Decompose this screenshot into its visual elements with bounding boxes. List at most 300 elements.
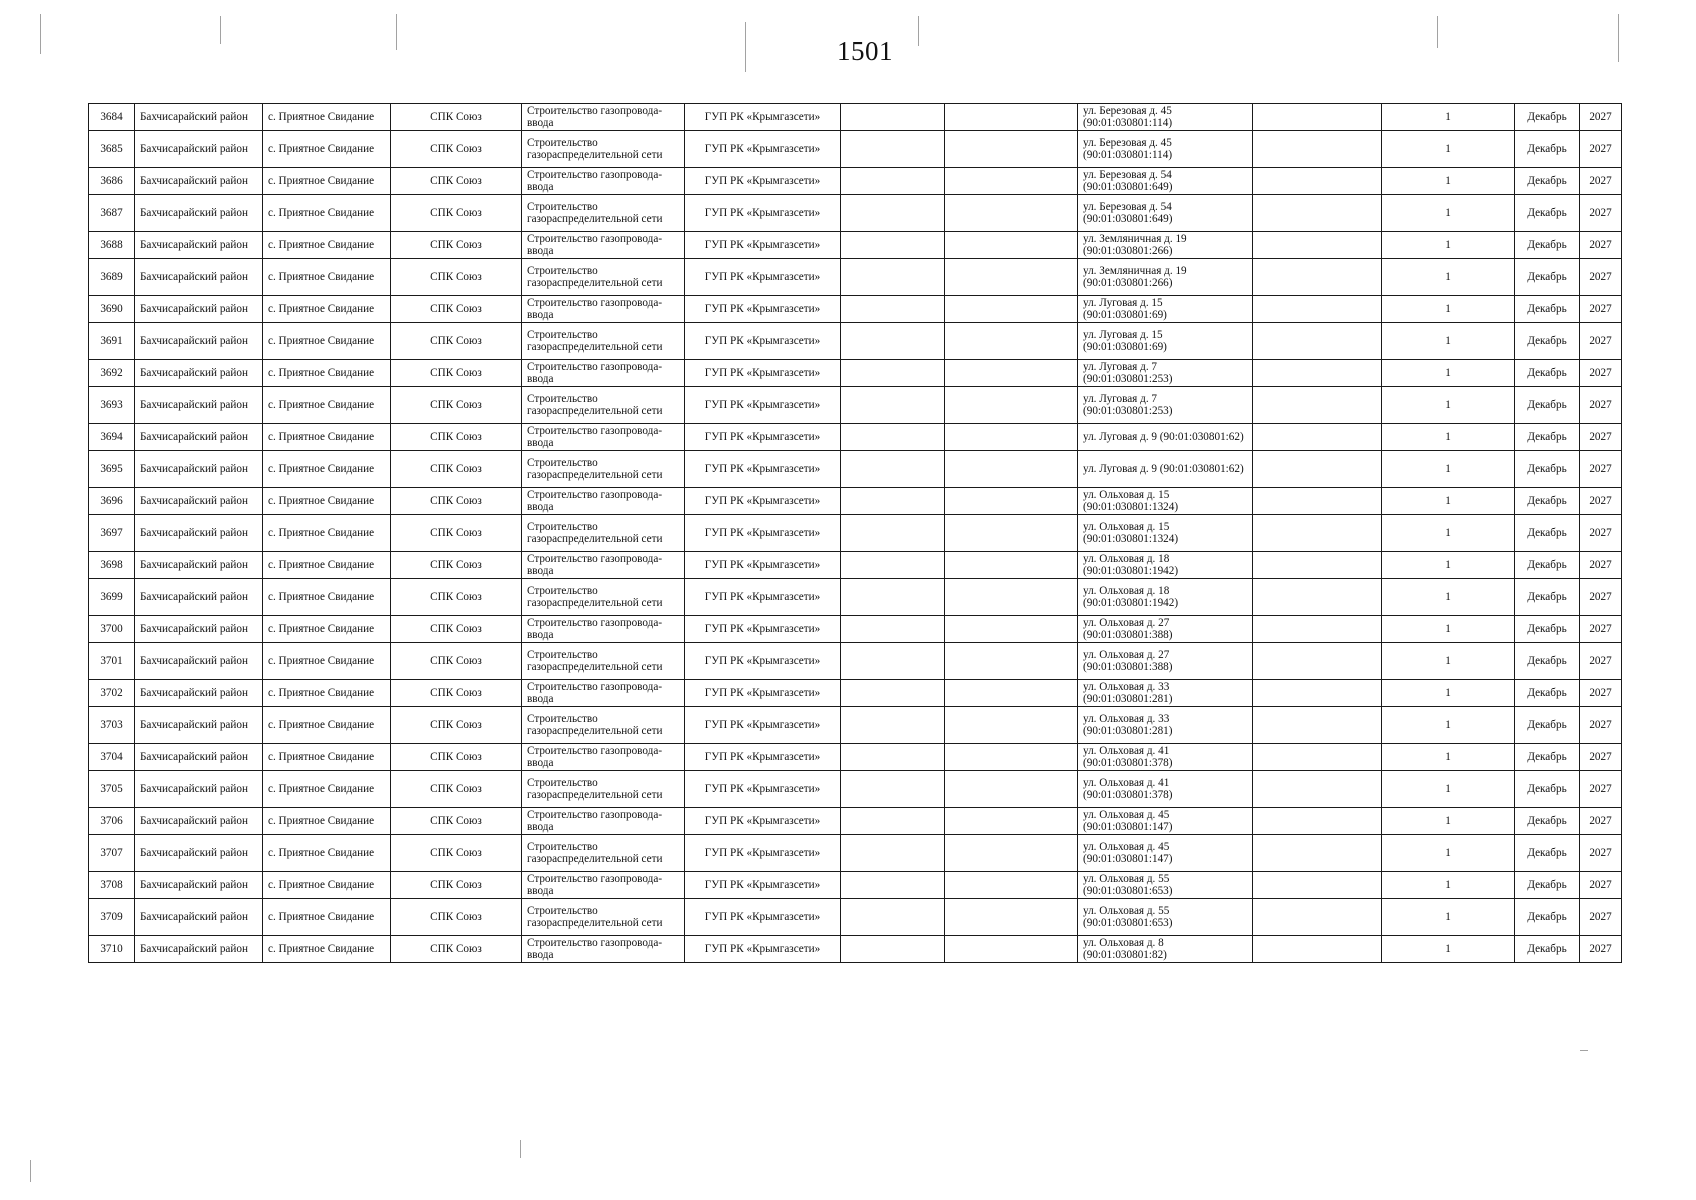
- cell-customer: СПК Союз: [391, 579, 522, 616]
- cell-locality: с. Приятное Свидание: [263, 296, 391, 323]
- cell-quantity: 1: [1382, 872, 1515, 899]
- cell-district: Бахчисарайский район: [135, 488, 263, 515]
- cell-number: 3701: [89, 643, 135, 680]
- table-row: [89, 387, 1622, 424]
- cell-work-type: Строительство газораспределительной сети: [522, 707, 685, 744]
- cell-number: 3684: [89, 104, 135, 131]
- cell-year: 2027: [1580, 451, 1622, 488]
- cell-number: 3697: [89, 515, 135, 552]
- cell-empty: [841, 643, 945, 680]
- cell-network-owner: ГУП РК «Крымгазсети»: [685, 579, 841, 616]
- cell-empty: [1253, 195, 1382, 232]
- cell-quantity: 1: [1382, 323, 1515, 360]
- cell-empty: [1253, 835, 1382, 872]
- cell-empty: [945, 771, 1078, 808]
- cell-empty: [1253, 579, 1382, 616]
- cell-quantity: 1: [1382, 387, 1515, 424]
- cell-empty: [841, 579, 945, 616]
- cell-empty: [945, 323, 1078, 360]
- cell-empty: [841, 707, 945, 744]
- cell-number: 3691: [89, 323, 135, 360]
- scan-mark: [1618, 14, 1619, 62]
- cell-empty: [1253, 168, 1382, 195]
- cell-empty: [1253, 488, 1382, 515]
- register-table: [88, 103, 1622, 963]
- cell-customer: СПК Союз: [391, 259, 522, 296]
- cell-empty: [945, 680, 1078, 707]
- cell-empty: [945, 451, 1078, 488]
- cell-number: 3699: [89, 579, 135, 616]
- table-row: [89, 872, 1622, 899]
- cell-quantity: 1: [1382, 259, 1515, 296]
- cell-number: 3690: [89, 296, 135, 323]
- cell-empty: [841, 552, 945, 579]
- cell-district: Бахчисарайский район: [135, 552, 263, 579]
- cell-customer: СПК Союз: [391, 168, 522, 195]
- cell-customer: СПК Союз: [391, 195, 522, 232]
- cell-address: ул. Ольховая д. 15 (90:01:030801:1324): [1078, 515, 1253, 552]
- cell-quantity: 1: [1382, 579, 1515, 616]
- cell-locality: с. Приятное Свидание: [263, 744, 391, 771]
- cell-work-type: Строительство газопровода-ввода: [522, 872, 685, 899]
- cell-quantity: 1: [1382, 296, 1515, 323]
- cell-empty: [1253, 680, 1382, 707]
- cell-customer: СПК Союз: [391, 488, 522, 515]
- cell-work-type: Строительство газопровода-ввода: [522, 744, 685, 771]
- cell-quantity: 1: [1382, 424, 1515, 451]
- cell-locality: с. Приятное Свидание: [263, 451, 391, 488]
- cell-number: 3696: [89, 488, 135, 515]
- table-row: [89, 707, 1622, 744]
- cell-empty: [1253, 259, 1382, 296]
- cell-empty: [1253, 872, 1382, 899]
- cell-month: Декабрь: [1515, 488, 1580, 515]
- cell-number: 3700: [89, 616, 135, 643]
- cell-locality: с. Приятное Свидание: [263, 936, 391, 963]
- scan-mark: [30, 1160, 31, 1182]
- cell-customer: СПК Союз: [391, 296, 522, 323]
- cell-empty: [841, 360, 945, 387]
- cell-locality: с. Приятное Свидание: [263, 259, 391, 296]
- cell-empty: [945, 579, 1078, 616]
- cell-quantity: 1: [1382, 616, 1515, 643]
- cell-address: ул. Ольховая д. 55 (90:01:030801:653): [1078, 872, 1253, 899]
- cell-district: Бахчисарайский район: [135, 387, 263, 424]
- cell-district: Бахчисарайский район: [135, 424, 263, 451]
- scan-mark: [745, 22, 746, 72]
- cell-empty: [945, 616, 1078, 643]
- cell-network-owner: ГУП РК «Крымгазсети»: [685, 387, 841, 424]
- cell-empty: [945, 232, 1078, 259]
- cell-address: ул. Ольховая д. 8 (90:01:030801:82): [1078, 936, 1253, 963]
- cell-empty: [1253, 232, 1382, 259]
- cell-year: 2027: [1580, 168, 1622, 195]
- cell-address: ул. Ольховая д. 41 (90:01:030801:378): [1078, 744, 1253, 771]
- cell-year: 2027: [1580, 872, 1622, 899]
- cell-quantity: 1: [1382, 899, 1515, 936]
- cell-network-owner: ГУП РК «Крымгазсети»: [685, 936, 841, 963]
- cell-empty: [1253, 424, 1382, 451]
- cell-network-owner: ГУП РК «Крымгазсети»: [685, 259, 841, 296]
- cell-network-owner: ГУП РК «Крымгазсети»: [685, 451, 841, 488]
- cell-number: 3693: [89, 387, 135, 424]
- cell-locality: с. Приятное Свидание: [263, 899, 391, 936]
- cell-work-type: Строительство газораспределительной сети: [522, 515, 685, 552]
- cell-address: ул. Ольховая д. 15 (90:01:030801:1324): [1078, 488, 1253, 515]
- cell-locality: с. Приятное Свидание: [263, 771, 391, 808]
- cell-address: ул. Ольховая д. 41 (90:01:030801:378): [1078, 771, 1253, 808]
- cell-empty: [945, 899, 1078, 936]
- cell-quantity: 1: [1382, 232, 1515, 259]
- cell-network-owner: ГУП РК «Крымгазсети»: [685, 168, 841, 195]
- cell-address: ул. Березовая д. 45 (90:01:030801:114): [1078, 131, 1253, 168]
- cell-empty: [945, 643, 1078, 680]
- cell-customer: СПК Союз: [391, 808, 522, 835]
- cell-empty: [841, 451, 945, 488]
- cell-locality: с. Приятное Свидание: [263, 131, 391, 168]
- cell-address: ул. Луговая д. 15 (90:01:030801:69): [1078, 323, 1253, 360]
- cell-work-type: Строительство газораспределительной сети: [522, 643, 685, 680]
- cell-work-type: Строительство газопровода-ввода: [522, 424, 685, 451]
- cell-quantity: 1: [1382, 643, 1515, 680]
- cell-year: 2027: [1580, 232, 1622, 259]
- cell-work-type: Строительство газопровода-ввода: [522, 104, 685, 131]
- cell-district: Бахчисарайский район: [135, 195, 263, 232]
- cell-year: 2027: [1580, 744, 1622, 771]
- cell-empty: [841, 680, 945, 707]
- cell-network-owner: ГУП РК «Крымгазсети»: [685, 744, 841, 771]
- cell-number: 3708: [89, 872, 135, 899]
- cell-locality: с. Приятное Свидание: [263, 424, 391, 451]
- cell-month: Декабрь: [1515, 168, 1580, 195]
- cell-work-type: Строительство газопровода-ввода: [522, 808, 685, 835]
- cell-address: ул. Луговая д. 9 (90:01:030801:62): [1078, 424, 1253, 451]
- cell-empty: [1253, 808, 1382, 835]
- cell-network-owner: ГУП РК «Крымгазсети»: [685, 643, 841, 680]
- cell-month: Декабрь: [1515, 616, 1580, 643]
- cell-network-owner: ГУП РК «Крымгазсети»: [685, 232, 841, 259]
- cell-month: Декабрь: [1515, 835, 1580, 872]
- table-row: [89, 259, 1622, 296]
- cell-district: Бахчисарайский район: [135, 360, 263, 387]
- table-row: [89, 515, 1622, 552]
- cell-empty: [1253, 552, 1382, 579]
- cell-address: ул. Ольховая д. 27 (90:01:030801:388): [1078, 616, 1253, 643]
- scan-mark: [220, 16, 221, 44]
- cell-month: Декабрь: [1515, 451, 1580, 488]
- cell-address: ул. Ольховая д. 18 (90:01:030801:1942): [1078, 552, 1253, 579]
- cell-address: ул. Земляничная д. 19 (90:01:030801:266): [1078, 259, 1253, 296]
- cell-month: Декабрь: [1515, 131, 1580, 168]
- table-row: [89, 488, 1622, 515]
- cell-quantity: 1: [1382, 360, 1515, 387]
- cell-network-owner: ГУП РК «Крымгазсети»: [685, 616, 841, 643]
- cell-quantity: 1: [1382, 744, 1515, 771]
- cell-year: 2027: [1580, 387, 1622, 424]
- cell-district: Бахчисарайский район: [135, 323, 263, 360]
- cell-number: 3710: [89, 936, 135, 963]
- cell-customer: СПК Союз: [391, 451, 522, 488]
- cell-address: ул. Луговая д. 9 (90:01:030801:62): [1078, 451, 1253, 488]
- table-row: [89, 195, 1622, 232]
- cell-address: ул. Луговая д. 15 (90:01:030801:69): [1078, 296, 1253, 323]
- cell-customer: СПК Союз: [391, 424, 522, 451]
- cell-year: 2027: [1580, 643, 1622, 680]
- cell-work-type: Строительство газопровода-ввода: [522, 488, 685, 515]
- cell-work-type: Строительство газораспределительной сети: [522, 899, 685, 936]
- cell-number: 3705: [89, 771, 135, 808]
- cell-work-type: Строительство газораспределительной сети: [522, 195, 685, 232]
- cell-year: 2027: [1580, 936, 1622, 963]
- cell-locality: с. Приятное Свидание: [263, 515, 391, 552]
- cell-address: ул. Ольховая д. 45 (90:01:030801:147): [1078, 835, 1253, 872]
- cell-empty: [945, 936, 1078, 963]
- cell-number: 3689: [89, 259, 135, 296]
- cell-quantity: 1: [1382, 680, 1515, 707]
- cell-month: Декабрь: [1515, 515, 1580, 552]
- cell-empty: [1253, 323, 1382, 360]
- cell-empty: [841, 771, 945, 808]
- cell-locality: с. Приятное Свидание: [263, 835, 391, 872]
- cell-empty: [1253, 104, 1382, 131]
- cell-district: Бахчисарайский район: [135, 168, 263, 195]
- cell-district: Бахчисарайский район: [135, 104, 263, 131]
- cell-quantity: 1: [1382, 808, 1515, 835]
- cell-month: Декабрь: [1515, 296, 1580, 323]
- cell-quantity: 1: [1382, 515, 1515, 552]
- cell-quantity: 1: [1382, 131, 1515, 168]
- cell-year: 2027: [1580, 808, 1622, 835]
- cell-network-owner: ГУП РК «Крымгазсети»: [685, 360, 841, 387]
- cell-quantity: 1: [1382, 168, 1515, 195]
- table-row: [89, 936, 1622, 963]
- cell-empty: [841, 616, 945, 643]
- cell-locality: с. Приятное Свидание: [263, 707, 391, 744]
- table-row: [89, 579, 1622, 616]
- cell-district: Бахчисарайский район: [135, 744, 263, 771]
- cell-customer: СПК Союз: [391, 616, 522, 643]
- table-row: [89, 360, 1622, 387]
- cell-district: Бахчисарайский район: [135, 515, 263, 552]
- cell-work-type: Строительство газопровода-ввода: [522, 296, 685, 323]
- cell-locality: с. Приятное Свидание: [263, 680, 391, 707]
- table-row: [89, 680, 1622, 707]
- cell-district: Бахчисарайский район: [135, 579, 263, 616]
- cell-number: 3698: [89, 552, 135, 579]
- cell-customer: СПК Союз: [391, 872, 522, 899]
- cell-network-owner: ГУП РК «Крымгазсети»: [685, 707, 841, 744]
- cell-number: 3707: [89, 835, 135, 872]
- table-row: [89, 451, 1622, 488]
- cell-empty: [945, 835, 1078, 872]
- cell-customer: СПК Союз: [391, 387, 522, 424]
- cell-customer: СПК Союз: [391, 680, 522, 707]
- cell-number: 3686: [89, 168, 135, 195]
- cell-number: 3694: [89, 424, 135, 451]
- cell-empty: [841, 936, 945, 963]
- cell-work-type: Строительство газораспределительной сети: [522, 323, 685, 360]
- cell-empty: [945, 424, 1078, 451]
- cell-year: 2027: [1580, 323, 1622, 360]
- cell-empty: [945, 808, 1078, 835]
- cell-locality: с. Приятное Свидание: [263, 104, 391, 131]
- cell-month: Декабрь: [1515, 360, 1580, 387]
- cell-empty: [945, 488, 1078, 515]
- cell-network-owner: ГУП РК «Крымгазсети»: [685, 771, 841, 808]
- cell-network-owner: ГУП РК «Крымгазсети»: [685, 296, 841, 323]
- cell-network-owner: ГУП РК «Крымгазсети»: [685, 552, 841, 579]
- cell-network-owner: ГУП РК «Крымгазсети»: [685, 195, 841, 232]
- cell-locality: с. Приятное Свидание: [263, 808, 391, 835]
- cell-number: 3687: [89, 195, 135, 232]
- cell-address: ул. Ольховая д. 45 (90:01:030801:147): [1078, 808, 1253, 835]
- cell-locality: с. Приятное Свидание: [263, 387, 391, 424]
- cell-district: Бахчисарайский район: [135, 643, 263, 680]
- cell-empty: [841, 296, 945, 323]
- cell-number: 3702: [89, 680, 135, 707]
- cell-work-type: Строительство газораспределительной сети: [522, 387, 685, 424]
- cell-work-type: Строительство газораспределительной сети: [522, 579, 685, 616]
- cell-empty: [945, 552, 1078, 579]
- cell-empty: [841, 387, 945, 424]
- cell-work-type: Строительство газораспределительной сети: [522, 131, 685, 168]
- cell-empty: [945, 168, 1078, 195]
- cell-empty: [841, 899, 945, 936]
- cell-number: 3692: [89, 360, 135, 387]
- cell-locality: с. Приятное Свидание: [263, 168, 391, 195]
- cell-empty: [1253, 643, 1382, 680]
- cell-month: Декабрь: [1515, 323, 1580, 360]
- cell-empty: [841, 424, 945, 451]
- cell-locality: с. Приятное Свидание: [263, 872, 391, 899]
- table-row: [89, 899, 1622, 936]
- cell-district: Бахчисарайский район: [135, 296, 263, 323]
- cell-month: Декабрь: [1515, 680, 1580, 707]
- cell-empty: [1253, 451, 1382, 488]
- cell-year: 2027: [1580, 771, 1622, 808]
- cell-customer: СПК Союз: [391, 936, 522, 963]
- cell-empty: [1253, 131, 1382, 168]
- cell-month: Декабрь: [1515, 387, 1580, 424]
- cell-network-owner: ГУП РК «Крымгазсети»: [685, 104, 841, 131]
- cell-year: 2027: [1580, 552, 1622, 579]
- cell-empty: [945, 131, 1078, 168]
- cell-empty: [945, 296, 1078, 323]
- cell-empty: [841, 104, 945, 131]
- cell-empty: [1253, 616, 1382, 643]
- table-body: [89, 104, 1622, 963]
- cell-empty: [841, 515, 945, 552]
- cell-empty: [841, 195, 945, 232]
- cell-work-type: Строительство газораспределительной сети: [522, 259, 685, 296]
- cell-month: Декабрь: [1515, 744, 1580, 771]
- cell-work-type: Строительство газопровода-ввода: [522, 936, 685, 963]
- scan-mark: [40, 14, 41, 54]
- cell-empty: [945, 744, 1078, 771]
- table-row: [89, 552, 1622, 579]
- cell-year: 2027: [1580, 515, 1622, 552]
- cell-network-owner: ГУП РК «Крымгазсети»: [685, 515, 841, 552]
- cell-empty: [841, 168, 945, 195]
- cell-empty: [1253, 771, 1382, 808]
- cell-locality: с. Приятное Свидание: [263, 616, 391, 643]
- cell-district: Бахчисарайский район: [135, 680, 263, 707]
- cell-empty: [945, 360, 1078, 387]
- cell-customer: СПК Союз: [391, 771, 522, 808]
- cell-locality: с. Приятное Свидание: [263, 232, 391, 259]
- cell-empty: [1253, 296, 1382, 323]
- cell-empty: [945, 707, 1078, 744]
- cell-quantity: 1: [1382, 488, 1515, 515]
- cell-empty: [1253, 936, 1382, 963]
- cell-address: ул. Луговая д. 7 (90:01:030801:253): [1078, 360, 1253, 387]
- cell-address: ул. Ольховая д. 33 (90:01:030801:281): [1078, 680, 1253, 707]
- cell-month: Декабрь: [1515, 808, 1580, 835]
- table-row: [89, 323, 1622, 360]
- cell-customer: СПК Союз: [391, 552, 522, 579]
- cell-address: ул. Ольховая д. 18 (90:01:030801:1942): [1078, 579, 1253, 616]
- table-row: [89, 168, 1622, 195]
- cell-empty: [945, 259, 1078, 296]
- cell-year: 2027: [1580, 104, 1622, 131]
- cell-month: Декабрь: [1515, 771, 1580, 808]
- cell-empty: [841, 323, 945, 360]
- cell-address: ул. Ольховая д. 55 (90:01:030801:653): [1078, 899, 1253, 936]
- cell-locality: с. Приятное Свидание: [263, 488, 391, 515]
- cell-number: 3709: [89, 899, 135, 936]
- cell-month: Декабрь: [1515, 552, 1580, 579]
- cell-empty: [945, 387, 1078, 424]
- cell-work-type: Строительство газопровода-ввода: [522, 552, 685, 579]
- cell-locality: с. Приятное Свидание: [263, 195, 391, 232]
- cell-number: 3706: [89, 808, 135, 835]
- table-row: [89, 616, 1622, 643]
- cell-empty: [1253, 744, 1382, 771]
- page-number: 1501: [837, 36, 893, 66]
- cell-year: 2027: [1580, 296, 1622, 323]
- cell-address: ул. Луговая д. 7 (90:01:030801:253): [1078, 387, 1253, 424]
- cell-empty: [841, 131, 945, 168]
- cell-empty: [841, 259, 945, 296]
- cell-year: 2027: [1580, 707, 1622, 744]
- cell-district: Бахчисарайский район: [135, 616, 263, 643]
- cell-district: Бахчисарайский район: [135, 707, 263, 744]
- cell-customer: СПК Союз: [391, 899, 522, 936]
- cell-number: 3703: [89, 707, 135, 744]
- cell-year: 2027: [1580, 259, 1622, 296]
- cell-address: ул. Ольховая д. 27 (90:01:030801:388): [1078, 643, 1253, 680]
- cell-network-owner: ГУП РК «Крымгазсети»: [685, 488, 841, 515]
- cell-number: 3704: [89, 744, 135, 771]
- cell-year: 2027: [1580, 680, 1622, 707]
- cell-district: Бахчисарайский район: [135, 872, 263, 899]
- cell-month: Декабрь: [1515, 899, 1580, 936]
- cell-number: 3685: [89, 131, 135, 168]
- table-row: [89, 296, 1622, 323]
- cell-work-type: Строительство газораспределительной сети: [522, 451, 685, 488]
- cell-work-type: Строительство газопровода-ввода: [522, 616, 685, 643]
- cell-year: 2027: [1580, 899, 1622, 936]
- cell-year: 2027: [1580, 360, 1622, 387]
- table-row: [89, 232, 1622, 259]
- cell-customer: СПК Союз: [391, 323, 522, 360]
- cell-district: Бахчисарайский район: [135, 259, 263, 296]
- table-row: [89, 771, 1622, 808]
- cell-locality: с. Приятное Свидание: [263, 360, 391, 387]
- scan-mark: [520, 1140, 521, 1158]
- cell-locality: с. Приятное Свидание: [263, 643, 391, 680]
- cell-month: Декабрь: [1515, 707, 1580, 744]
